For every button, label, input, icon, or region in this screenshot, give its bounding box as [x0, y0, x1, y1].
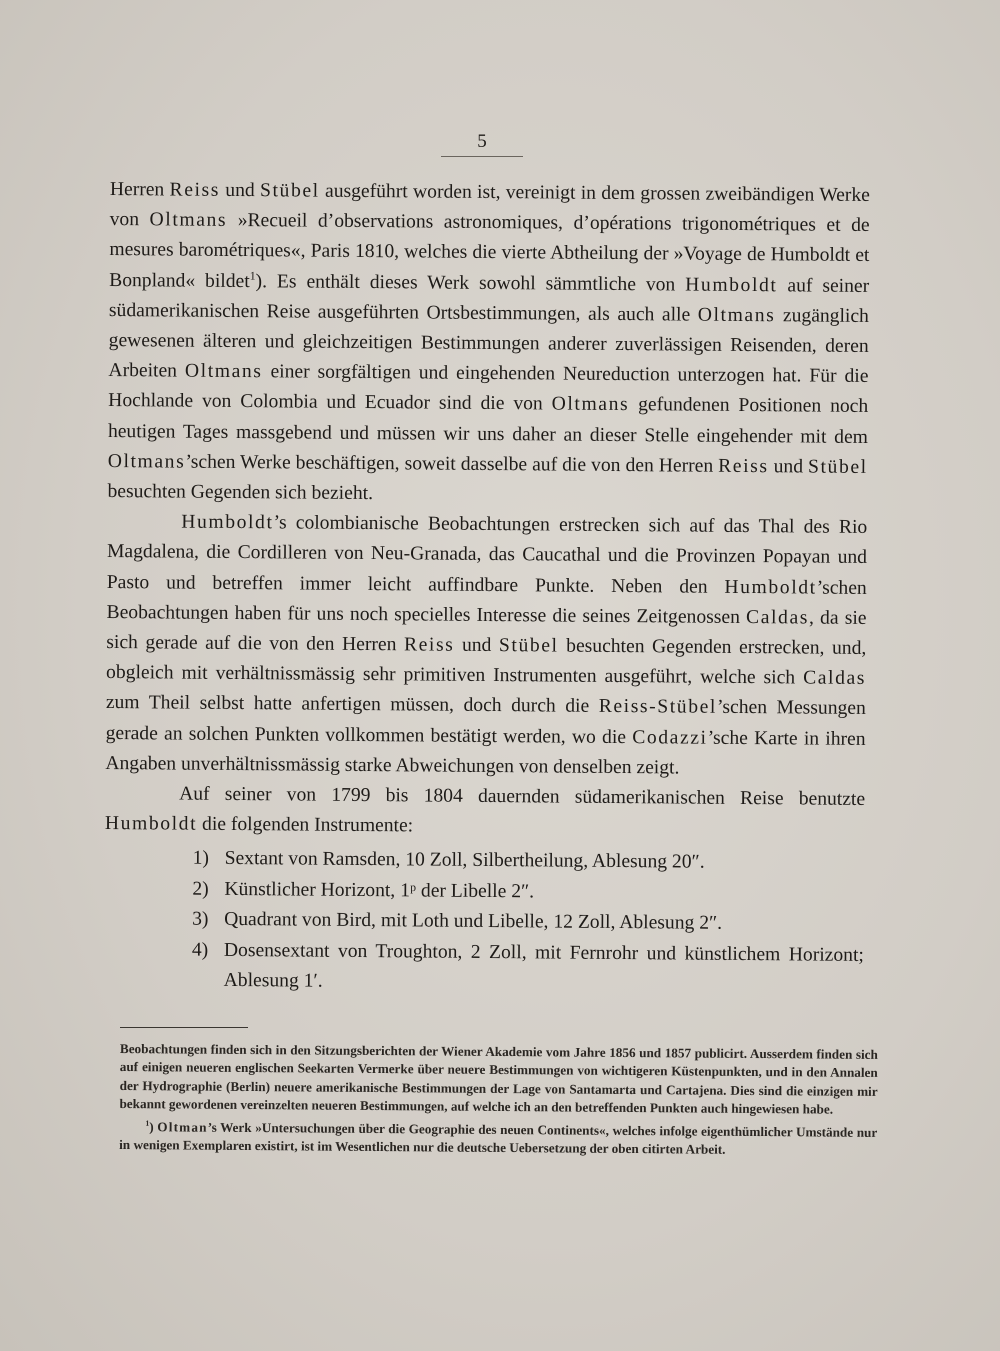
text-run: Auf seiner von 1799 bis 1804 dauernden südamerikanischen Reise benutzte: [179, 783, 866, 811]
text-run: zum Theil selbst hatte anfertigen müssen, doch durch die: [105, 692, 599, 718]
footnotes: [119, 1040, 878, 1164]
spaced-name: Oltmans: [184, 360, 263, 383]
item-text: Sextant von Ramsden, 10 Zoll, Silbertheilung, Ablesung 20″.: [224, 848, 705, 874]
text-run: ausgeführt worden ist, vereinigt in dem grossen zweibändigen Werke von: [109, 180, 870, 231]
text-run: ’s Werk »Untersuchungen über die Geographie des neuen Continents«, welches infolge eigenthümlicher Umstände nur in wenigen Exemplaren existirt, ist im Wesentlichen nur die deutsche Uebersetzung der oben citirten Arbeit.: [119, 1119, 878, 1157]
spaced-name: Reiss-Stübel: [598, 696, 718, 719]
spaced-name: Stübel: [259, 180, 320, 202]
spaced-name: Oltmans: [551, 393, 630, 416]
footnote: [119, 1118, 877, 1161]
footnote-rule: [120, 1027, 248, 1028]
paragraph-list: [105, 175, 870, 845]
text-run: Herren: [109, 178, 170, 201]
item-number: 4): [191, 939, 209, 961]
spaced-name: Caldas: [803, 667, 867, 690]
text-run: ’sche Karte in ihren Angaben unverhältnissmässig starke Abweichungen von denselben zeigt.: [105, 727, 866, 779]
spaced-name: Caldas: [746, 606, 810, 629]
text-run: ). Es enthält dieses Werk sowohl sämmtliche von: [255, 270, 686, 296]
page-number: 5: [477, 131, 487, 152]
text-run: und: [454, 634, 500, 657]
instrument-item: [191, 936, 864, 1002]
text-run: besuchten Gegenden sich bezieht.: [107, 481, 374, 505]
text-run: einer sorgfältigen und eingehenden Neureduction unterzogen hat. Für die Hochlande von Colombia und Ecuador sind die von: [108, 361, 869, 415]
text-run: und: [768, 456, 809, 478]
item-number: 2): [192, 878, 209, 900]
instrument-list: [104, 843, 865, 1001]
text-run: und: [219, 179, 261, 202]
spaced-name: Stübel: [498, 635, 559, 657]
paragraph: [105, 779, 865, 845]
item-text: Dosensextant von Troughton, 2 Zoll, mit Fernrohr und künstlichem Horizont; Ablesung 1′.: [223, 939, 864, 993]
spaced-name: Oltman: [157, 1118, 208, 1135]
text-run: die folgenden Instrumente:: [197, 813, 414, 837]
text-run: »Recueil d’observations astronomiques, d’opérations trigonométriques et de mesures barométriques«, Paris 1810, welches die vierte Abtheilung der »Voyage de Humboldt et Bonpland« bildet: [109, 210, 870, 292]
item-number: 1): [192, 848, 210, 870]
paragraph: [107, 175, 870, 513]
text-run: besuchten Gegenden erstrecken, und, obgleich mit verhältnissmässig sehr primitiven Instrumenten ausgeführt, welche sich: [106, 635, 867, 689]
text-run: zugänglich gewesenen älteren und gleichzeitigen Bestimmungen anderer zuverlässigen Reisenden, deren Arbeiten: [108, 305, 869, 382]
spaced-name: Humboldt: [181, 511, 274, 534]
spaced-name: Reiss: [169, 179, 221, 201]
spaced-name: Codazzi: [632, 726, 708, 749]
text-run: ’schen Werke beschäftigen, soweit dasselbe auf die von den Herren: [185, 451, 719, 477]
spaced-name: Reiss: [403, 634, 455, 656]
footnote-marker: 1: [249, 269, 256, 283]
spaced-name: Oltmans: [149, 209, 228, 232]
text-run: ’schen Messungen gerade an solchen Punkten vollkommen bestätigt werden, wo die: [105, 697, 866, 748]
text-run: gefundenen Positionen noch heutigen Tages massgebend und müssen wir uns daher an dieser Stelle eingehender mit dem: [107, 394, 869, 448]
spaced-name: Reiss: [718, 455, 769, 478]
item-text: Künstlicher Horizont, 1ᵖ der Libelle 2″.: [224, 878, 535, 903]
text-run: ’s colombianische Beobachtungen erstrecken sich auf das Thal des Rio Magdalena, die Cordilleren von Neu-Granada, das Caucathal und die Provinzen Popayan und Pasto und betreffen immer leicht auffindbare Punkte. Neben den: [106, 512, 868, 598]
spaced-name: Humboldt: [685, 274, 778, 296]
text-run: , da sie sich gerade auf die von den Herren: [106, 607, 867, 656]
text-run: Beobachtungen finden sich in den Sitzungsberichten der Wiener Akademie vom Jahre 1856 und 1857 publicirt. Ausserdem finden sich auf einigen neueren englischen Seekarten Vermerke über neuere Bestimmungen von wichtigeren Küstenpunkten, und in den Annalen der Hydrographie (Berlin) neuere amerikanische Bestimmungen der Lage von Santamarta und Cartajena. Dies sind die einzigen mir bekannt gewordenen vereinzelten neueren Bestimmungen, auf welche ich an den betreffenden Punkten auch hingewiesen habe.: [119, 1041, 878, 1117]
footnote-marker: 1: [145, 1118, 150, 1128]
item-number: 3): [192, 909, 209, 931]
text-run: ): [149, 1118, 158, 1134]
main-text: [104, 175, 870, 1002]
spaced-name: Oltmans: [107, 450, 186, 473]
text-run: auf seiner südamerikanischen Reise ausgeführten Ortsbestimmungen, als auch alle: [108, 274, 870, 326]
item-text: Quadrant von Bird, mit Loth und Libelle, 12 Zoll, Ablesung 2″.: [224, 909, 723, 935]
paragraph: [105, 507, 867, 785]
spaced-name: Humboldt: [724, 576, 817, 599]
text-run: ’schen Beobachtungen haben für uns noch specielles Interesse die seines Zeitgenossen: [106, 577, 867, 628]
footnote: [119, 1040, 878, 1120]
page-number-rule: [441, 156, 523, 157]
spaced-name: Humboldt: [104, 813, 198, 835]
spaced-name: Oltmans: [697, 304, 776, 327]
spaced-name: Stübel: [807, 456, 868, 478]
